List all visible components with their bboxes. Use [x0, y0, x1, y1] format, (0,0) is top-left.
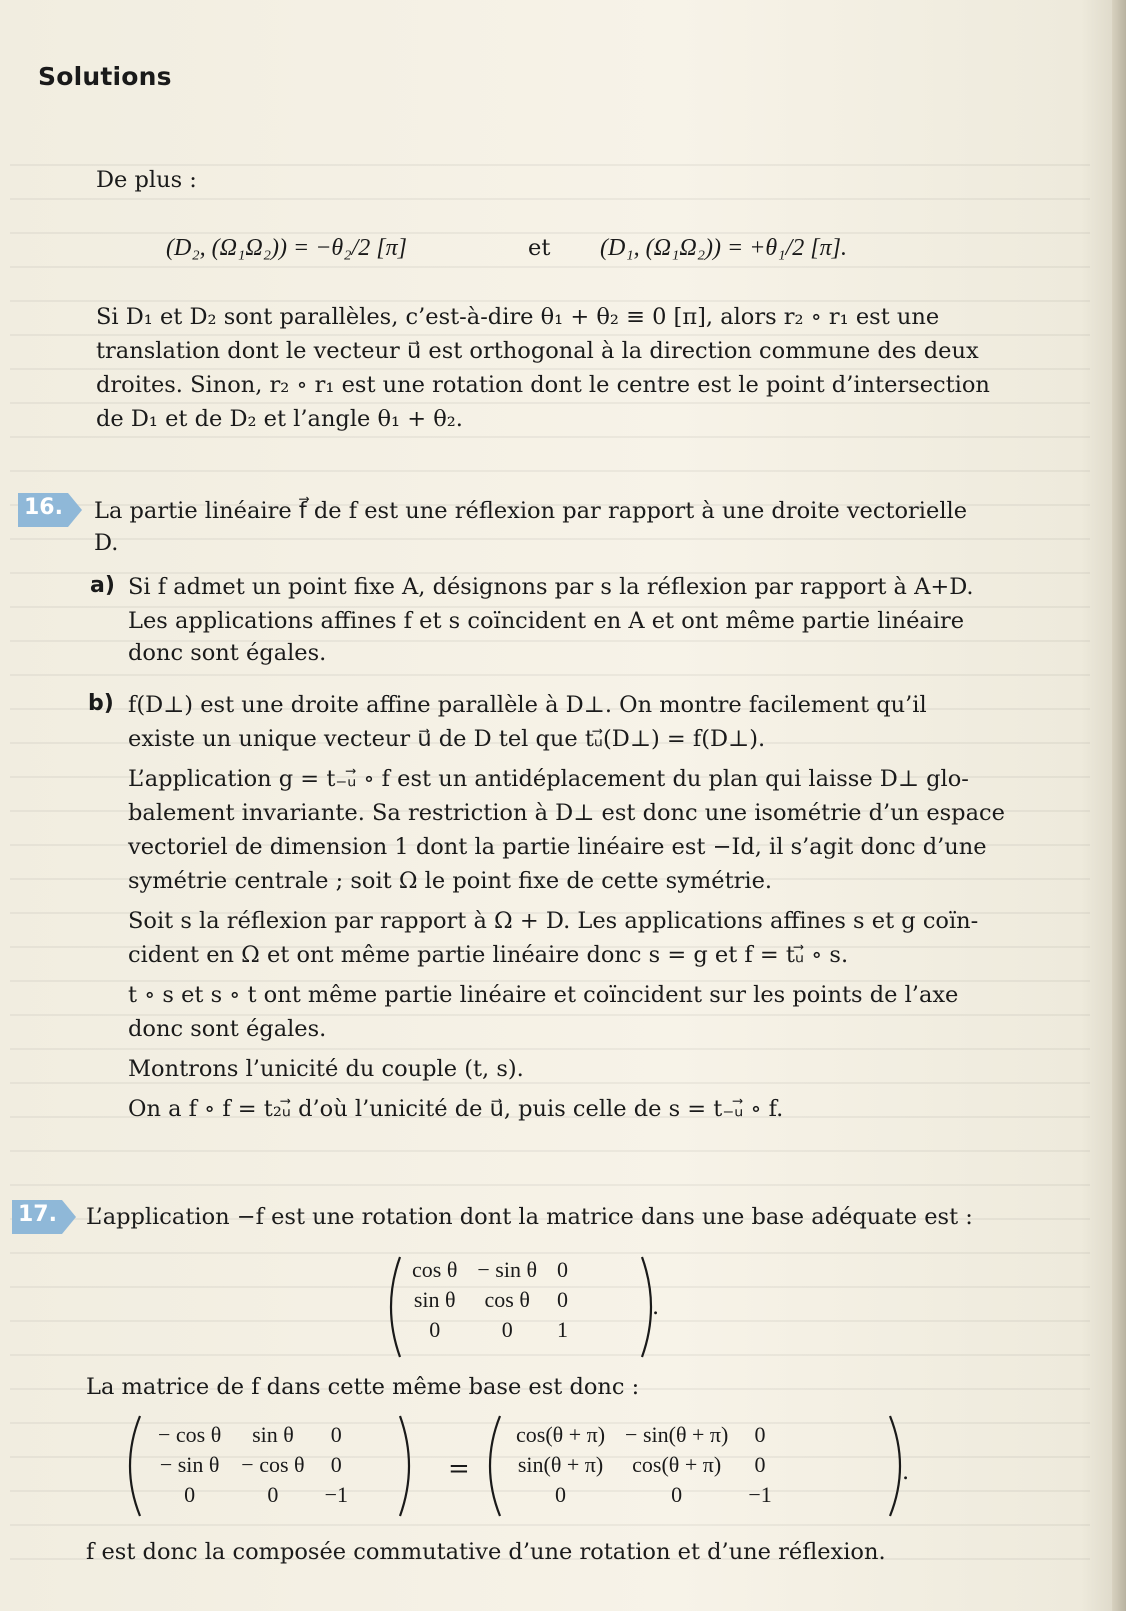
ex17-conclusion: f est donc la composée commutative d’une rotation et d’une réflexion.: [86, 1539, 886, 1565]
matrix-cell: 0: [754, 1452, 766, 1477]
part-b-line: cident en Ω et ont même partie linéaire donc s = g et f = tᵤ⃗ ∘ s.: [128, 942, 849, 968]
matrix-cell: 0: [557, 1257, 568, 1282]
ex16-line: La partie linéaire f⃗ de f est une réflexion par rapport à une droite vectorielle: [94, 498, 968, 524]
formula-d2: (D₂, (Ω₁Ω₂)) = −θ₂/2 [π]: [166, 235, 407, 261]
matrix3-period: .: [902, 1459, 910, 1485]
equals-sign: =: [448, 1454, 470, 1484]
matrix-cell: − sin θ: [477, 1257, 537, 1282]
part-b-line: symétrie centrale ; soit Ω le point fixe de cette symétrie.: [128, 868, 773, 894]
part-b-line: existe un unique vecteur u⃗ de D tel que tᵤ⃗(D⊥) = f(D⊥).: [128, 726, 766, 752]
matrix-cell: 0: [429, 1317, 441, 1342]
intro-line: droites. Sinon, r₂ ∘ r₁ est une rotation dont le centre est le point d’intersection: [96, 372, 990, 398]
part-b-line: Montrons l’unicité du couple (t, s).: [128, 1056, 524, 1082]
matrix-cell: 0: [671, 1482, 683, 1507]
part-b-label: b): [88, 691, 114, 716]
matrix-cell: 0: [184, 1482, 196, 1507]
matrix-cell: − sin θ: [159, 1452, 220, 1477]
exercise-number: 16.: [24, 495, 63, 520]
de-plus: De plus :: [96, 167, 197, 193]
formula-et: et: [528, 235, 551, 261]
part-b-line: donc sont égales.: [128, 1016, 327, 1042]
matrix-cell: cos θ: [412, 1257, 458, 1282]
matrix2: [148, 1420, 358, 1510]
intro-line: de D₁ et de D₂ et l’angle θ₁ + θ₂.: [96, 406, 463, 432]
page-header: Solutions: [38, 62, 172, 91]
matrix-cell: 0: [501, 1317, 513, 1342]
matrix-cell: − cos θ: [158, 1422, 222, 1447]
exercise-17-badge: [12, 1200, 76, 1234]
matrix-cell: 0: [330, 1452, 342, 1477]
exercise-16-badge: [18, 493, 82, 527]
ex17-line: La matrice de f dans cette même base est donc :: [86, 1374, 640, 1400]
matrix-cell: −1: [748, 1482, 772, 1507]
part-a-line: donc sont égales.: [128, 640, 327, 666]
exercise-number: 17.: [18, 1202, 57, 1227]
matrix-cell: − sin(θ + π): [625, 1422, 729, 1447]
part-b-line: L’application g = t₋ᵤ⃗ ∘ f est un antidéplacement du plan qui laisse D⊥ glo-: [128, 766, 969, 792]
matrix-cell: 0: [555, 1482, 567, 1507]
matrix1: [402, 1255, 578, 1345]
part-b-line: balement invariante. Sa restriction à D⊥ est donc une isométrie d’un espace: [128, 800, 1005, 826]
matrix-cell: sin(θ + π): [517, 1452, 604, 1477]
matrix-cell: 0: [267, 1482, 279, 1507]
part-b-line: t ∘ s et s ∘ t ont même partie linéaire et coïncident sur les points de l’axe: [128, 982, 959, 1008]
matrix-cell: 0: [330, 1422, 342, 1447]
formula-d1: (D₁, (Ω₁Ω₂)) = +θ₁/2 [π].: [600, 235, 847, 261]
part-b-line: vectoriel de dimension 1 dont la partie linéaire est −Id, il s’agit donc d’une: [128, 834, 987, 860]
part-a-label: a): [90, 573, 115, 598]
part-a-line: Si f admet un point fixe A, désignons par s la réflexion par rapport à A+D.: [128, 574, 974, 600]
matrix-cell: sin θ: [413, 1287, 456, 1312]
part-b-line: f(D⊥) est une droite affine parallèle à D⊥. On montre facilement qu’il: [128, 692, 927, 718]
matrix1-period: .: [652, 1294, 660, 1320]
matrix-cell: 0: [754, 1422, 766, 1447]
matrix-cell: − cos θ: [241, 1452, 305, 1477]
matrix-cell: 0: [557, 1287, 568, 1312]
matrix3: [506, 1420, 782, 1510]
part-a-line: Les applications affines f et s coïncident en A et ont même partie linéaire: [128, 608, 965, 634]
matrix-cell: sin θ: [252, 1422, 294, 1447]
intro-line: translation dont le vecteur u⃗ est orthogonal à la direction commune des deux: [96, 338, 979, 364]
part-b-line: Soit s la réflexion par rapport à Ω + D. Les applications affines s et g coïn-: [128, 908, 979, 934]
intro-line: Si D₁ et D₂ sont parallèles, c’est-à-dire θ₁ + θ₂ ≡ 0 [π], alors r₂ ∘ r₁ est une: [96, 304, 940, 330]
matrix-cell: cos(θ + π): [632, 1452, 722, 1477]
matrix-cell: cos(θ + π): [516, 1422, 606, 1447]
matrix-cell: −1: [324, 1482, 348, 1507]
ex17-line: L’application −f est une rotation dont la matrice dans une base adéquate est :: [86, 1204, 973, 1230]
matrix-cell: cos θ: [484, 1287, 530, 1312]
matrix-cell: 1: [557, 1317, 568, 1342]
ex16-line: D.: [94, 530, 119, 556]
part-b-line: On a f ∘ f = t₂ᵤ⃗ d’où l’unicité de u⃗, puis celle de s = t₋ᵤ⃗ ∘ f.: [128, 1096, 784, 1122]
page-edge: [1112, 0, 1126, 1611]
